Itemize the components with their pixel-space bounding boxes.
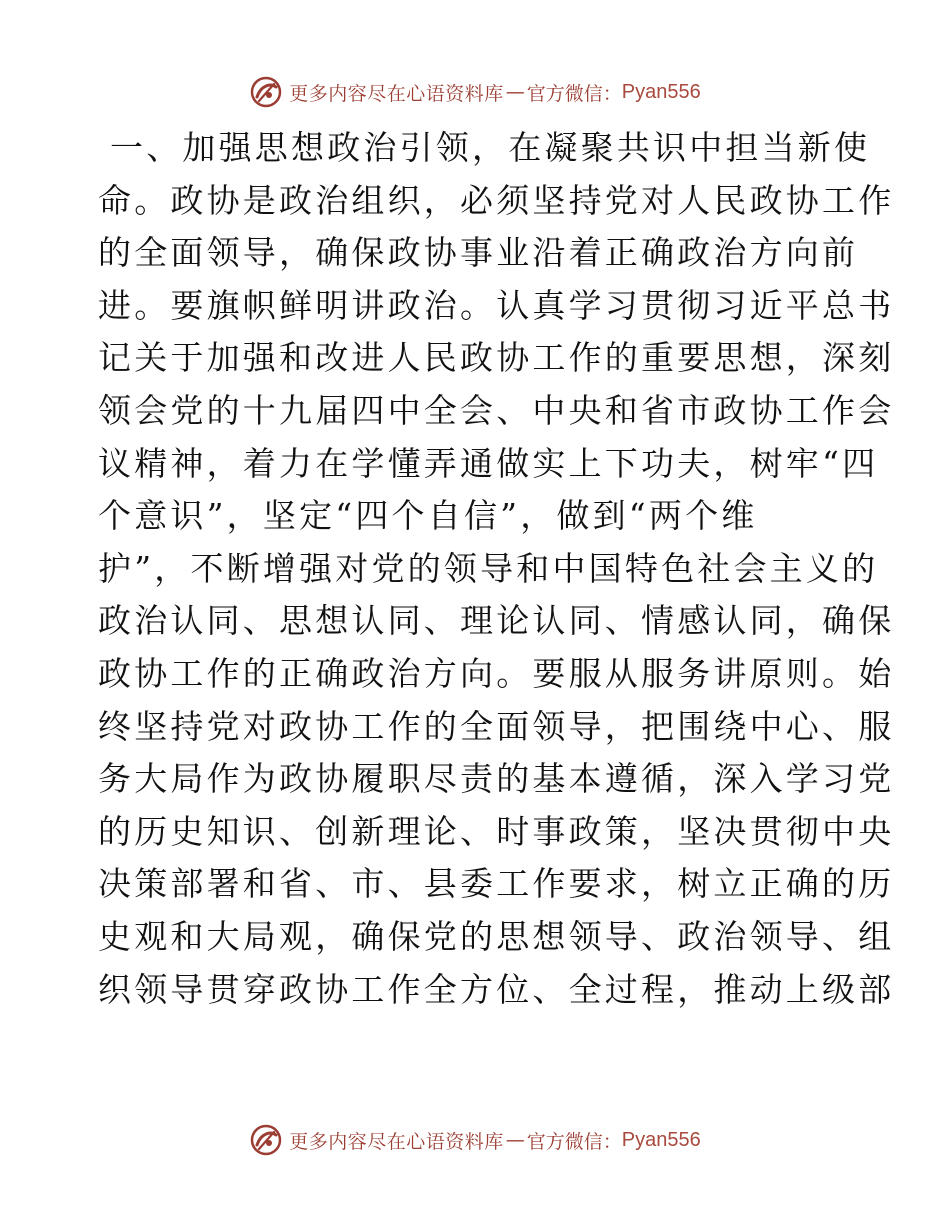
text-line: 决策部署和省、市、县委工作要求，树立正确的历 [98,864,895,904]
wechat-label: 官方微信： [526,1130,622,1153]
text-line: 个意识”，坚定“四个自信”，做到“两个维 [98,496,758,536]
text-line: 进。要旗帜鲜明讲政治。认真学习贯彻习近平总书 [98,285,895,325]
text-line: 务大局作为政协履职尽责的基本遵循，深入学习党 [98,759,895,799]
text-line: 史观和大局观，确保党的思想领导、政治领导、组 [98,916,895,956]
brand-logo-icon [249,1123,283,1157]
text-line: 织领导贯穿政协工作全方位、全过程，推动上级部 [98,969,895,1009]
watermark-text: 更多内容尽在心语资料库 [289,82,504,105]
text-line: 的全面领导，确保政协事业沿着正确政治方向前 [98,233,859,273]
document-body [98,122,895,1016]
text-line: 政协工作的正确政治方向。要服从服务讲原则。始 [98,653,895,693]
text-line: 的历史知识、创新理论、时事政策，坚决贯彻中央 [98,811,895,851]
wechat-id: Pyan556 [621,80,701,103]
wechat-id: Pyan556 [621,1128,701,1151]
footer-watermark [0,1118,950,1162]
watermark-separator: — [505,1129,525,1151]
text-line: 一、加强思想政治引领，在凝聚共识中担当新使 [110,128,871,167]
text-line: 记关于加强和改进人民政协工作的重要思想，深刻 [98,338,895,378]
header-watermark [0,70,950,114]
text-line: 领会党的十九届四中全会、中央和省市政协工作会 [98,390,895,430]
brand-logo-icon [249,75,283,109]
watermark-separator: — [505,81,525,103]
text-line: 护”，不断增强对党的领导和中国特色社会主义的 [98,548,879,588]
text-line: 终坚持党对政协工作的全面领导，把围绕中心、服 [98,706,895,746]
text-line: 命。政协是政治组织，必须坚持党对人民政协工作 [98,180,895,220]
text-line: 政治认同、思想认同、理论认同、情感认同，确保 [98,601,895,641]
wechat-label: 官方微信： [526,82,622,105]
watermark-text: 更多内容尽在心语资料库 [289,1130,504,1153]
text-line: 议精神，着力在学懂弄通做实上下功夫，树牢“四 [98,443,879,483]
